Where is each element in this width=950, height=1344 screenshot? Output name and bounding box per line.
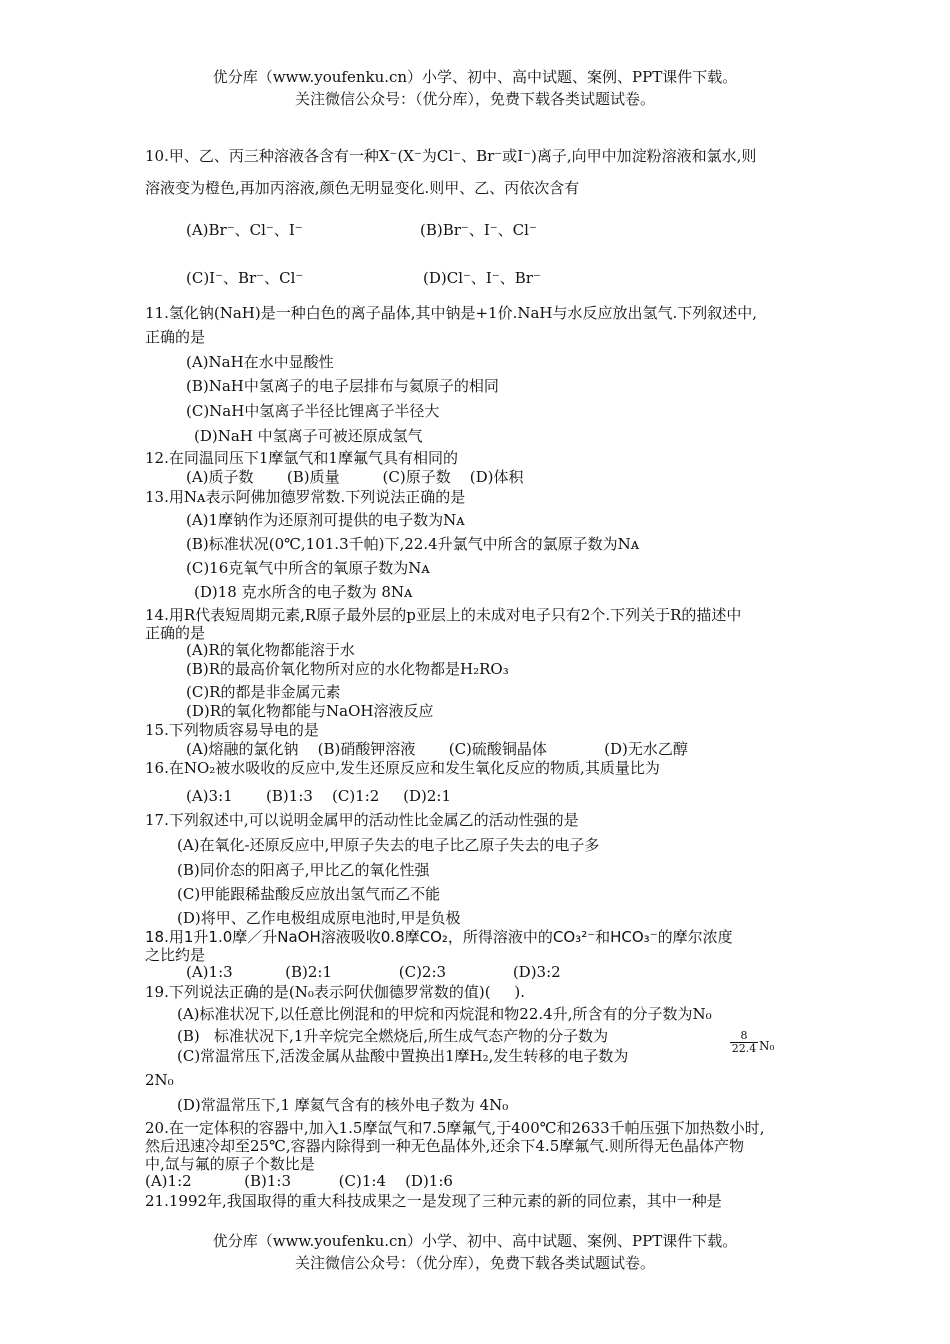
q19-fraction-denominator: 22.4 <box>731 1042 757 1055</box>
q13-option-c: (C)16克氧气中所含的氧原子数为Nᴀ <box>186 559 430 577</box>
q14-stem-line2: 正确的是 <box>145 624 206 642</box>
q14-option-b: (B)R的最高价氧化物所对应的水化物都是H₂RO₃ <box>186 660 509 678</box>
q11-option-a: (A)NaH在水中显酸性 <box>186 353 334 371</box>
q14-option-d: (D)R的氧化物都能与NaOH溶液反应 <box>186 702 434 720</box>
q10-option-c: (C)I⁻、Br⁻、Cl⁻ <box>186 269 304 287</box>
q12-stem: 12.在同温同压下1摩氩气和1摩氟气具有相同的 <box>145 449 458 467</box>
q17-option-d: (D)将甲、乙作电极组成原电池时,甲是负极 <box>177 909 461 927</box>
q10-stem-line1: 10.甲、乙、丙三种溶液各含有一种X⁻(X⁻为Cl⁻、Br⁻或I⁻)离子,向甲中加淀粉溶液和氯水,则 <box>145 147 757 165</box>
q15-options: (A)熔融的氯化钠 (B)硝酸钾溶液 (C)硫酸铜晶体 (D)无水乙醇 <box>186 740 688 758</box>
q14-stem-line1: 14.用R代表短周期元素,R原子最外层的p亚层上的未成对电子只有2个.下列关于R的描述中 <box>145 606 742 624</box>
page-header <box>0 66 950 110</box>
q20-stem-line1: 20.在一定体积的容器中,加入1.5摩氙气和7.5摩氟气,于400℃和2633千帕压强下加热数小时, <box>145 1119 765 1137</box>
q15-stem: 15.下列物质容易导电的是 <box>145 721 319 739</box>
q19-fraction-tail: N₀ <box>759 1039 775 1053</box>
q19-option-a: (A)标准状况下,以任意比例混和的甲烷和丙烷混和物22.4升,所含有的分子数为N₀ <box>177 1005 712 1023</box>
q16-options: (A)3:1 (B)1:3 (C)1:2 (D)2:1 <box>186 787 452 805</box>
q19-option-b: (B) 标准状况下,1升辛烷完全燃烧后,所生成气态产物的分子数为 <box>177 1027 609 1045</box>
q19-fraction <box>730 1030 758 1055</box>
q18-stem-line2: 之比约是 <box>145 946 206 964</box>
q20-stem-line3: 中,氙与氟的原子个数比是 <box>145 1155 315 1173</box>
q19-option-c-tail: 2N₀ <box>145 1071 174 1089</box>
q17-option-a: (A)在氧化-还原反应中,甲原子失去的电子比乙原子失去的电子多 <box>177 836 600 854</box>
q10-option-a: (A)Br⁻、Cl⁻、I⁻ <box>186 221 303 239</box>
header-line-1: 优分库（www.youfenku.cn）小学、初中、高中试题、案例、PPT课件下载。 <box>212 68 738 86</box>
q11-option-b: (B)NaH中氢离子的电子层排布与氦原子的相同 <box>186 377 499 395</box>
footer-line-1: 优分库（www.youfenku.cn）小学、初中、高中试题、案例、PPT课件下载。 <box>212 1232 738 1250</box>
q21-stem: 21.1992年,我国取得的重大科技成果之一是发现了三种元素的新的同位素，其中一种是 <box>145 1192 722 1210</box>
q18-options: (A)1:3 (B)2:1 (C)2:3 (D)3:2 <box>186 963 561 981</box>
q11-option-c: (C)NaH中氢离子半径比锂离子半径大 <box>186 402 440 420</box>
q10-stem-line2: 溶液变为橙色,再加丙溶液,颜色无明显变化.则甲、乙、丙依次含有 <box>145 179 580 197</box>
q18-stem-line1: 18.用1升1.0摩／升NaOH溶液吸收0.8摩CO₂，所得溶液中的CO₃²⁻和HCO₃⁻的摩尔浓度 <box>145 928 733 946</box>
q12-options: (A)质子数 (B)质量 (C)原子数 (D)体积 <box>186 468 524 486</box>
footer-line-2: 关注微信公众号：（优分库），免费下载各类试题试卷。 <box>294 1254 655 1272</box>
q17-stem: 17.下列叙述中,可以说明金属甲的活动性比金属乙的活动性强的是 <box>145 811 579 829</box>
q13-stem: 13.用Nᴀ表示阿佛加德罗常数.下列说法正确的是 <box>145 488 466 506</box>
q17-option-c: (C)甲能跟稀盐酸反应放出氢气而乙不能 <box>177 885 441 903</box>
q20-options: (A)1:2 (B)1:3 (C)1:4 (D)1:6 <box>145 1172 453 1190</box>
q14-option-c: (C)R的都是非金属元素 <box>186 683 341 701</box>
q16-stem: 16.在NO₂被水吸收的反应中,发生还原反应和发生氧化反应的物质,其质量比为 <box>145 759 660 777</box>
q11-stem-line1: 11.氢化钠(NaH)是一种白色的离子晶体,其中钠是+1价.NaH与水反应放出氢气.下列叙述中, <box>145 304 758 322</box>
q17-option-b: (B)同价态的阳离子,甲比乙的氧化性强 <box>177 861 430 879</box>
q14-option-a: (A)R的氧化物都能溶于水 <box>186 641 355 659</box>
q20-stem-line2: 然后迅速冷却至25℃,容器内除得到一种无色晶体外,还余下4.5摩氟气.则所得无色晶体产物 <box>145 1137 745 1155</box>
q19-stem: 19.下列说法正确的是(N₀表示阿伏伽德罗常数的值)( ). <box>145 983 526 1001</box>
q13-option-d: (D)18 克水所含的电子数为 8Nᴀ <box>194 583 413 601</box>
q13-option-b: (B)标准状况(0℃,101.3千帕)下,22.4升氯气中所含的氯原子数为Nᴀ <box>186 535 640 553</box>
page-footer <box>0 1230 950 1274</box>
q19-fraction-numerator: 8 <box>740 1029 748 1042</box>
q13-option-a: (A)1摩钠作为还原剂可提供的电子数为Nᴀ <box>186 511 465 529</box>
q10-option-b: (B)Br⁻、I⁻、Cl⁻ <box>420 221 537 239</box>
q19-option-c: (C)常温常压下,活泼金属从盐酸中置换出1摩H₂,发生转移的电子数为 <box>177 1047 629 1065</box>
header-line-2: 关注微信公众号：（优分库），免费下载各类试题试卷。 <box>294 90 655 108</box>
q11-stem-line2: 正确的是 <box>145 328 206 346</box>
q11-option-d: (D)NaH 中氢离子可被还原成氢气 <box>194 427 423 445</box>
q19-option-d: (D)常温常压下,1 摩氦气含有的核外电子数为 4N₀ <box>177 1096 509 1114</box>
q10-option-d: (D)Cl⁻、I⁻、Br⁻ <box>423 269 541 287</box>
